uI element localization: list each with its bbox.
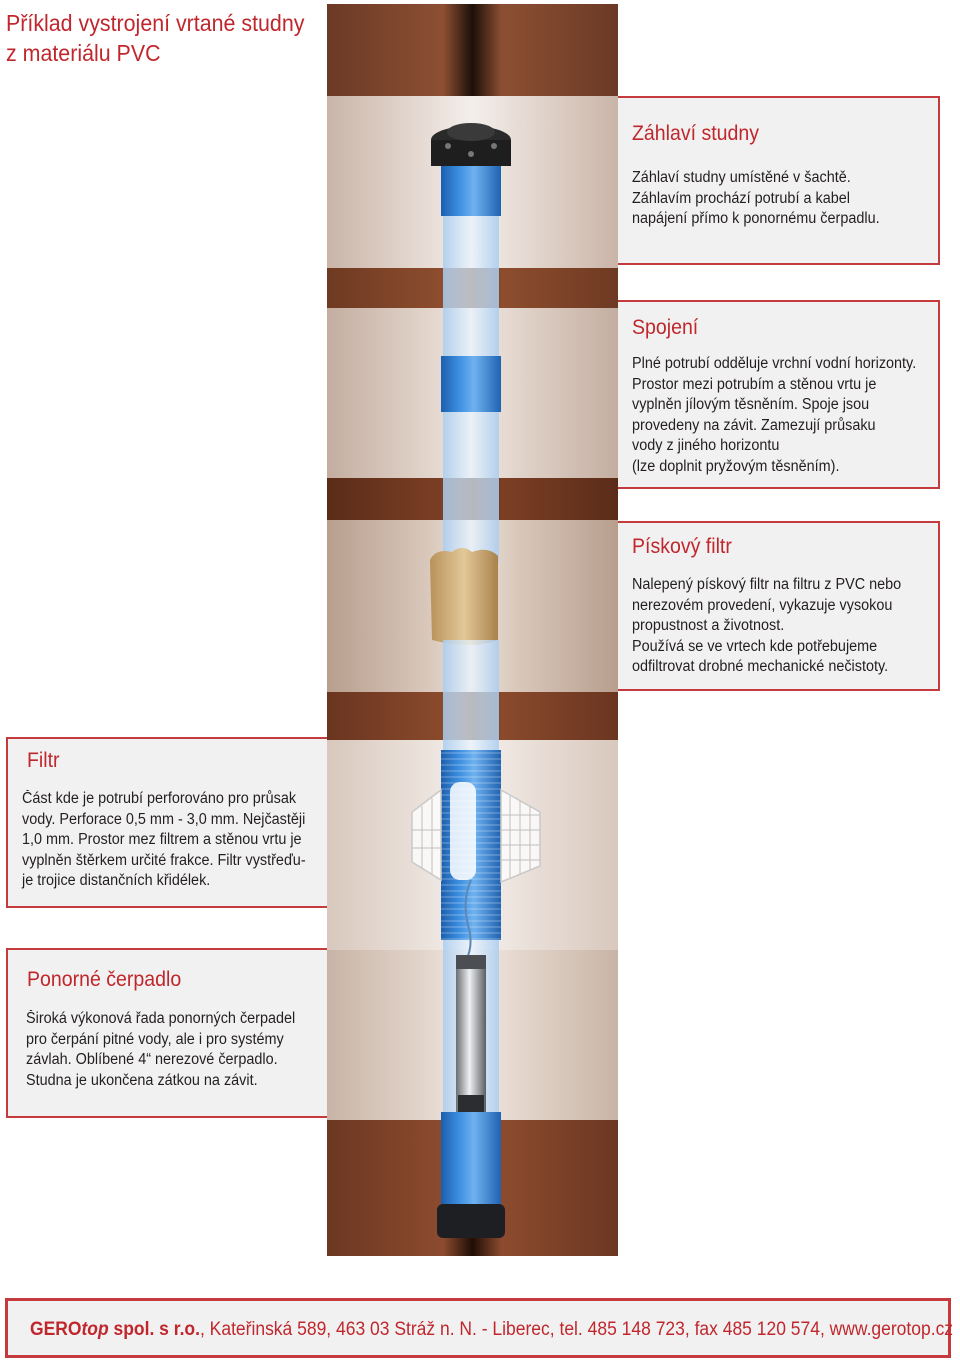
filter-text	[22, 789, 306, 892]
strata-band	[327, 1120, 618, 1256]
text-line: vody z jiného horizontu	[632, 437, 780, 455]
soil-strata-illustration	[327, 4, 618, 1256]
text-line: Záhlaví studny umístěné v šachtě.	[632, 169, 851, 186]
text-line: Část kde je potrubí perforováno pro průsak	[22, 790, 297, 807]
connection-text	[632, 354, 916, 478]
company-name	[30, 1319, 200, 1340]
pump-text	[26, 1009, 295, 1091]
text-line: nerezovém provedení, vykazuje vysokou	[632, 596, 893, 614]
text-line: odfiltrovat drobné mechanické nečistoty.	[632, 658, 889, 676]
brand-top: top	[81, 1319, 109, 1340]
text-line: napájení přímo k ponornému čerpadlu.	[632, 210, 880, 228]
info-box-filter	[6, 737, 327, 908]
strata-band	[327, 268, 618, 308]
brand-suffix: spol. s r.o.	[108, 1319, 200, 1340]
text-line: provedeny na závit. Zamezují průsaku	[632, 416, 876, 434]
filter-heading: Filtr	[27, 749, 60, 772]
connection-heading: Spojení	[632, 316, 699, 339]
text-line: Nalepený pískový filtr na filtru z PVC nebo	[632, 576, 902, 593]
pump-heading: Ponorné čerpadlo	[27, 968, 182, 991]
well-head-text	[632, 168, 880, 230]
company-footer	[5, 1298, 954, 1358]
text-line: vody. Perforace 0,5 mm - 3,0 mm. Nejčastěji	[22, 810, 306, 828]
text-line: Záhlavím prochází potrubí a kabel	[632, 189, 850, 207]
strata-band	[327, 308, 618, 478]
text-line: pro čerpání pitné vody, ale i pro systémy	[26, 1030, 284, 1048]
info-box-pump	[6, 948, 327, 1118]
strata-band	[327, 478, 618, 520]
text-line: Studna je ukončena zátkou na závit.	[26, 1071, 258, 1089]
footer-text	[30, 1319, 953, 1341]
info-box-well-head	[618, 96, 940, 265]
strata-band	[327, 740, 618, 950]
strata-band	[327, 96, 618, 268]
strata-band	[327, 692, 618, 740]
page-title-line-2: z materiálu PVC	[6, 40, 161, 66]
text-line: Používá se ve vrtech kde potřebujeme	[632, 637, 878, 655]
brand-gero: GERO	[30, 1319, 82, 1340]
sand-filter-heading: Pískový filtr	[632, 535, 732, 558]
text-line: je trojice distančních křidélek.	[22, 872, 211, 890]
text-line: (lze doplnit pryžovým těsněním).	[632, 457, 840, 475]
text-line: Prostor mezi potrubím a stěnou vrtu je	[632, 375, 877, 393]
strata-band	[327, 520, 618, 692]
text-line: 1,0 mm. Prostor mez filtrem a stěnou vrtu je	[22, 831, 302, 849]
text-line: Plné potrubí odděluje vrchní vodní horizonty.	[632, 355, 917, 372]
well-head-heading: Záhlaví studny	[632, 122, 760, 145]
text-line: závlah. Oblíbené 4“ nerezové čerpadlo.	[26, 1051, 278, 1069]
text-line: vyplněn jílovým těsněním. Spoje jsou	[632, 396, 870, 414]
sand-filter-text	[632, 575, 901, 678]
company-contact: , Kateřinská 589, 463 03 Stráž n. N. - Liberec, tel. 485 148 723, fax 485 120 574, www.gerotop.cz	[199, 1319, 954, 1340]
text-line: Široká výkonová řada ponorných čerpadel	[26, 1010, 296, 1027]
text-line: vyplněn štěrkem určité frakce. Filtr vystřeďu-	[22, 851, 306, 869]
page-title	[6, 8, 304, 68]
text-line: propustnost a životnost.	[632, 617, 785, 635]
info-box-connection	[618, 300, 940, 489]
strata-band	[327, 950, 618, 1120]
strata-band	[327, 4, 618, 96]
page-title-line-1: Příklad vystrojení vrtané studny	[6, 10, 305, 36]
info-box-sand-filter	[618, 521, 940, 691]
